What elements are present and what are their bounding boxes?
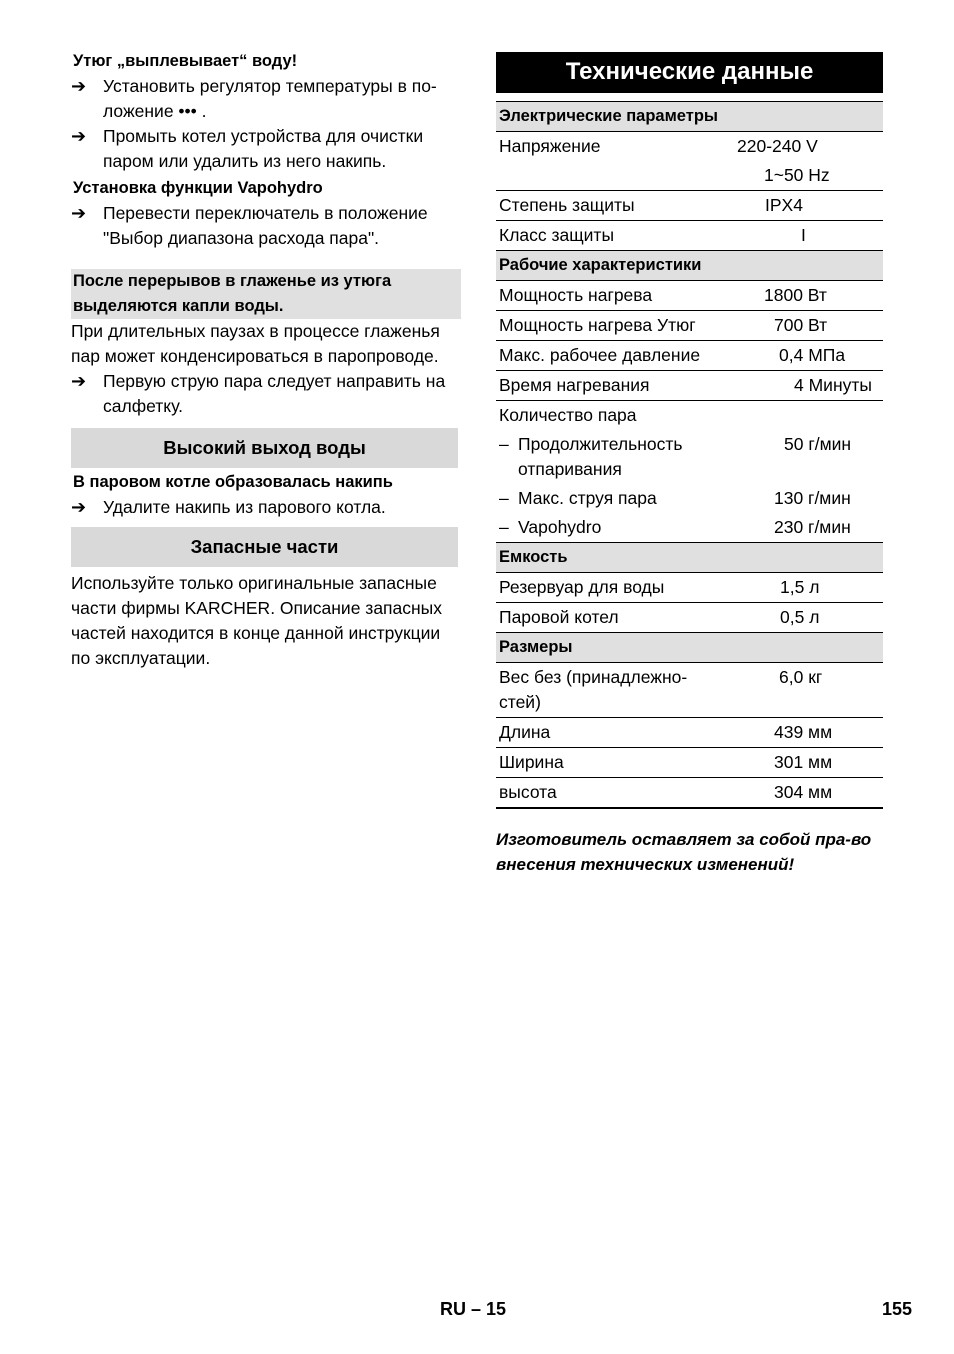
list-item: ➔ Удалите накипь из парового котла. [71,495,461,520]
section-page-label: RU – 15 [440,1299,507,1319]
heading-scale-in-boiler: В паровом котле образовалась накипь [73,473,393,491]
table-section-header: Размеры [496,633,883,663]
arrow-right-icon: ➔ [71,126,87,146]
arrow-right-icon: ➔ [71,371,87,391]
arrow-right-icon: ➔ [71,76,87,96]
table-row: Паровой котел 0,5 л [496,603,883,633]
arrow-right-icon: ➔ [71,203,87,223]
table-row: Количество пара [499,405,637,425]
table-row: Резервуар для воды 1,5 л [496,573,883,603]
paragraph-condensation: При длительных паузах в процессе глаженья пар может конденсироваться в паропроводе. [71,321,440,366]
page-title: Технические данные [496,52,883,93]
arrow-right-icon: ➔ [71,497,87,517]
table-section-header: Рабочие характеристики [496,251,883,281]
table-row: Мощность нагрева Утюг 700 Вт [496,311,883,341]
table-row: высота 304 мм [499,782,833,802]
table-row: Длина 439 мм [496,718,883,748]
table-row: – Макс. струя пара 130 г/мин [499,488,851,508]
banner-high-water-output: Высокий выход воды [71,428,458,468]
table-row: Вес без (принадлежно-стей) 6,0 кг [496,663,883,718]
list-item: ➔ Перевести переключатель в положение "Выбор диапазона расхода пара". [71,201,461,251]
table-row: 1~50 Hz [496,161,883,191]
table-row: Время нагревания 4 Минуты [496,371,883,401]
note-drops-after-break: После перерывов в глаженье из утюга выделяются капли воды. [71,269,461,319]
table-row: – Vapohydro 230 г/мин [496,513,883,543]
list-item: ➔ Первую струю пара следует направить на салфетку. [71,369,461,419]
table-row: Напряжение 220-240 V [499,136,818,156]
specs-table [496,101,883,809]
heading-vapohydro: Установка функции Vapohydro [73,179,323,197]
table-row: Класс защиты I [496,221,883,251]
table-section-header: Емкость [496,543,883,573]
table-row: – Продолжительность отпаривания 50 г/мин [499,434,852,479]
disclaimer: Изготовитель оставляет за собой пра-во внесения технических изменений! [496,830,872,874]
heading-iron-spits: Утюг „выплевывает“ воду! [73,52,298,70]
table-row: Макс. рабочее давление 0,4 МПа [496,341,883,371]
list-item: ➔ Установить регулятор температуры в по-ложение ••• . [71,74,461,124]
paragraph-spare-parts: Используйте только оригинальные запасные части фирмы KARCHER. Описание запасных частей находится в конце данной инструкции по эксплуатации. [71,573,443,668]
left-column [71,49,461,671]
table-section-header: Электрические параметры [496,102,883,132]
right-column [496,52,883,877]
table-row: Мощность нагрева 1800 Вт [496,281,883,311]
table-row: Ширина 301 мм [496,748,883,778]
table-row: Степень защиты IPX4 [496,191,883,221]
list-item: ➔ Промыть котел устройства для очистки паром или удалить из него накипь. [71,124,461,174]
page-number: 155 [881,1299,912,1319]
banner-spare-parts: Запасные части [71,527,458,567]
